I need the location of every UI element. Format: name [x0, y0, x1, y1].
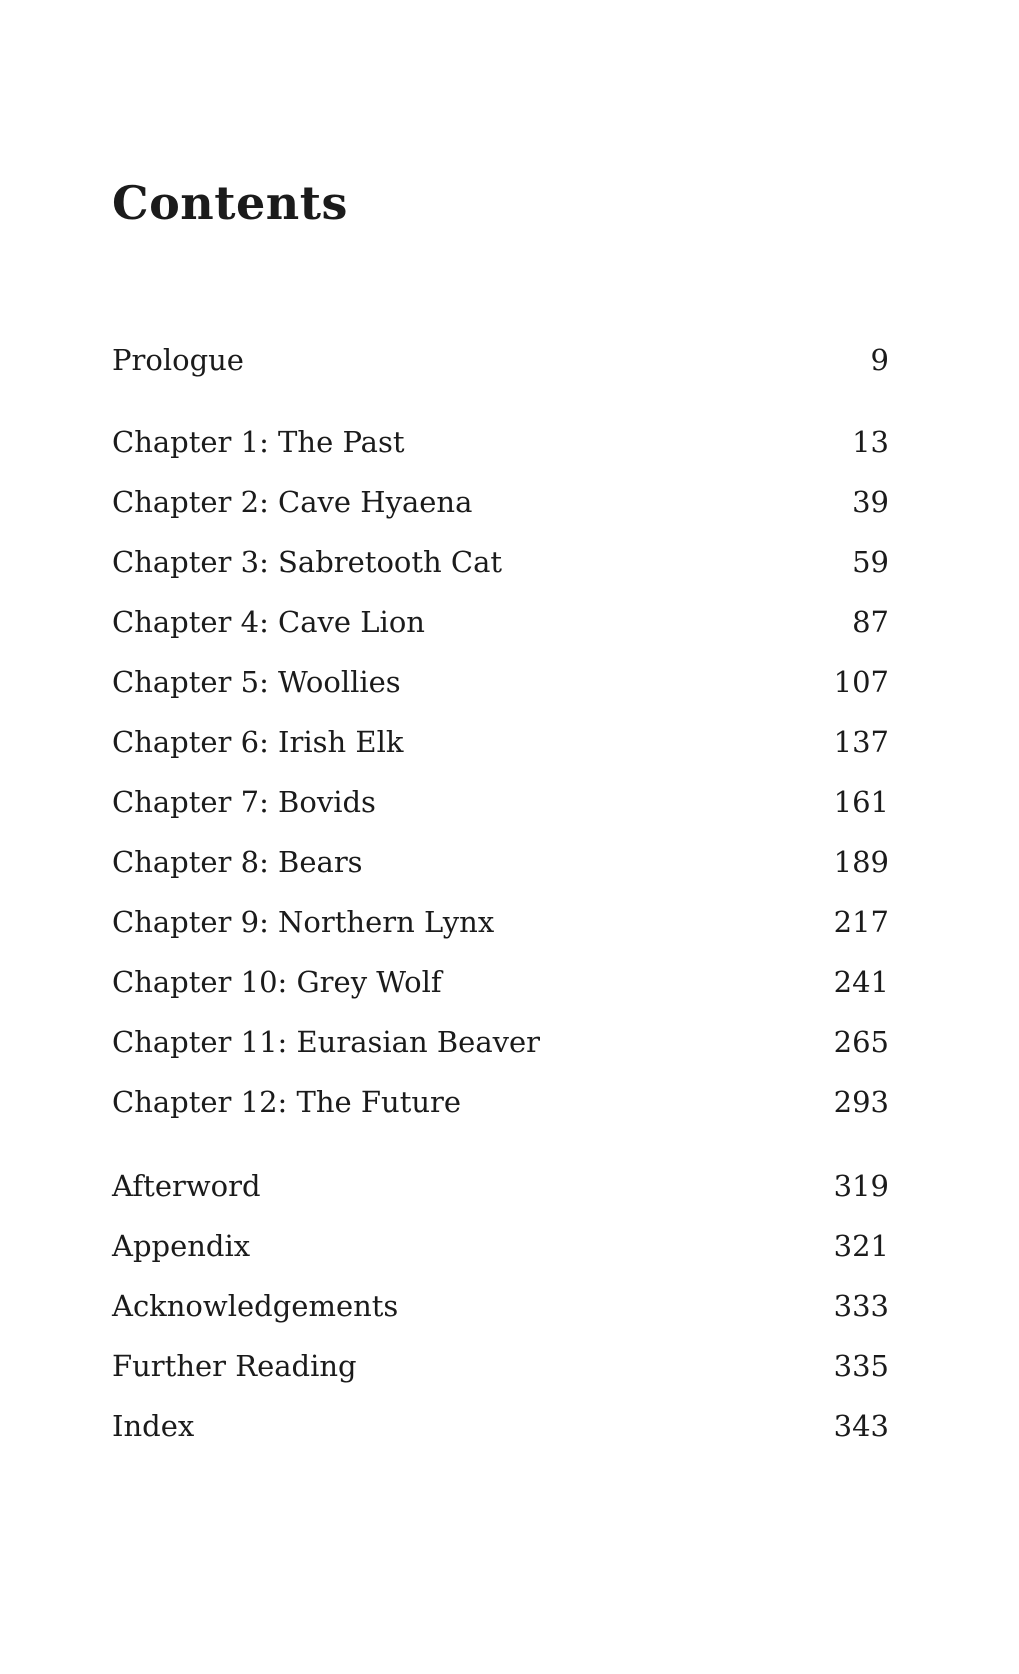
toc-entry-chapter-9 — [112, 892, 889, 952]
toc-entry-chapter-4 — [112, 592, 889, 652]
toc-entry-label: Chapter 7: Bovids — [112, 785, 376, 819]
toc-entry-chapter-11 — [112, 1012, 889, 1072]
toc-entry-label: Chapter 3: Sabretooth Cat — [112, 545, 503, 579]
toc-entry-chapter-2 — [112, 472, 889, 532]
toc-entry-label: Chapter 11: Eurasian Beaver — [112, 1025, 541, 1059]
toc-entry-label: Prologue — [112, 343, 244, 377]
toc-entry-index — [112, 1396, 889, 1456]
toc-entry-page: 321 — [833, 1229, 889, 1263]
toc-entry-page: 335 — [833, 1349, 889, 1383]
toc-entry-label: Chapter 9: Northern Lynx — [112, 905, 495, 939]
toc-entry-page: 39 — [852, 485, 889, 519]
toc-entry-page: 265 — [833, 1025, 889, 1059]
toc-entry-prologue — [112, 330, 889, 390]
toc-entry-page: 137 — [833, 725, 889, 759]
page-title: Contents — [112, 176, 348, 230]
toc-entry-chapter-1 — [112, 412, 889, 472]
toc-entry-page: 13 — [852, 425, 889, 459]
toc-entry-chapter-6 — [112, 712, 889, 772]
toc-entry-appendix — [112, 1216, 889, 1276]
toc-entry-page: 293 — [833, 1085, 889, 1119]
toc-entry-chapter-3 — [112, 532, 889, 592]
toc-entry-page: 161 — [833, 785, 889, 819]
toc-entry-page: 241 — [833, 965, 889, 999]
toc-entry-label: Chapter 2: Cave Hyaena — [112, 485, 473, 519]
toc-entry-chapter-12 — [112, 1072, 889, 1132]
toc-entry-chapter-10 — [112, 952, 889, 1012]
toc-entry-page: 189 — [833, 845, 889, 879]
toc-entry-label: Chapter 1: The Past — [112, 425, 405, 459]
toc-entry-page: 217 — [833, 905, 889, 939]
toc-entry-label: Index — [112, 1409, 195, 1443]
toc-entry-chapter-8 — [112, 832, 889, 892]
table-of-contents — [112, 330, 889, 1456]
toc-entry-chapter-5 — [112, 652, 889, 712]
toc-entry-page: 107 — [833, 665, 889, 699]
toc-entry-page: 9 — [870, 343, 889, 377]
toc-entry-chapter-7 — [112, 772, 889, 832]
toc-entry-label: Chapter 6: Irish Elk — [112, 725, 404, 759]
toc-entry-page: 343 — [833, 1409, 889, 1443]
toc-entry-label: Chapter 4: Cave Lion — [112, 605, 425, 639]
toc-entry-label: Further Reading — [112, 1349, 357, 1383]
toc-entry-label: Chapter 5: Woollies — [112, 665, 401, 699]
toc-entry-page: 87 — [852, 605, 889, 639]
toc-entry-page: 333 — [833, 1289, 889, 1323]
toc-entry-label: Appendix — [112, 1229, 251, 1263]
toc-entry-afterword — [112, 1156, 889, 1216]
toc-entry-acknowledgements — [112, 1276, 889, 1336]
toc-entry-label: Chapter 10: Grey Wolf — [112, 965, 442, 999]
toc-entry-page: 319 — [833, 1169, 889, 1203]
toc-entry-label: Afterword — [112, 1169, 261, 1203]
toc-entry-label: Chapter 8: Bears — [112, 845, 363, 879]
toc-entry-further-reading — [112, 1336, 889, 1396]
toc-entry-label: Acknowledgements — [112, 1289, 399, 1323]
toc-entry-label: Chapter 12: The Future — [112, 1085, 462, 1119]
toc-entry-page: 59 — [852, 545, 889, 579]
